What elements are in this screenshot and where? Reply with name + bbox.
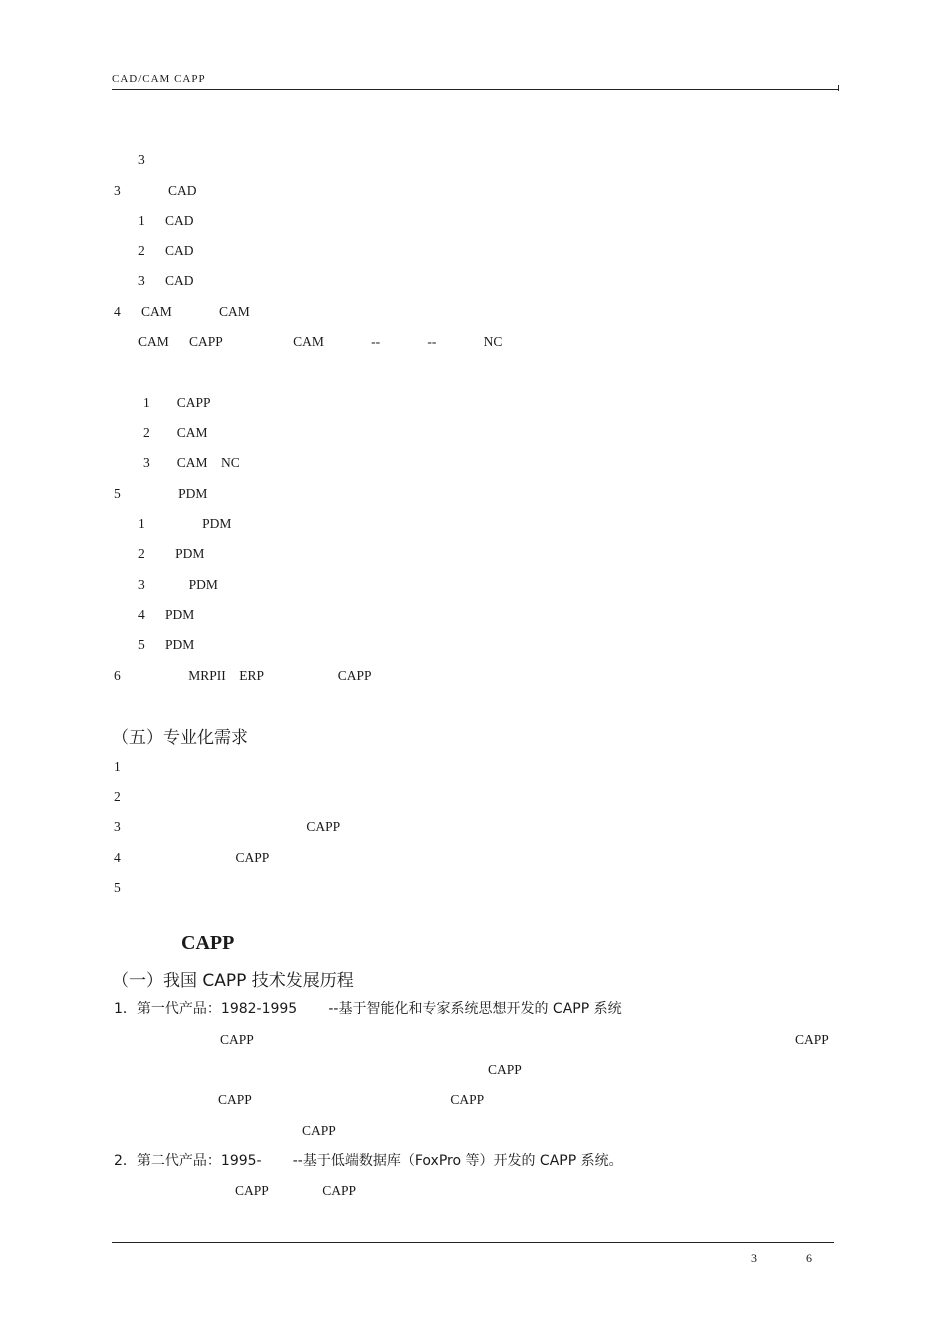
body-line-3: 3 CAD bbox=[114, 183, 197, 198]
body-line-16: 3 PDM bbox=[138, 577, 218, 592]
numbered-item-2: 2 bbox=[114, 789, 121, 804]
body-line-5: 2 CAD bbox=[138, 243, 194, 258]
header-rule bbox=[112, 89, 838, 90]
numbered-item-1: 1 bbox=[114, 759, 121, 774]
section-one-heading: （一）我国 CAPP 技术发展历程 bbox=[112, 971, 354, 991]
numbered-item-3: 3 CAPP bbox=[114, 819, 341, 834]
gen2-heading: 2．第二代产品：1995- --基于低端数据库（FoxPro 等）开发的 CAPP 系统。 bbox=[114, 1153, 623, 1169]
body-line-7: 4 CAM CAM bbox=[114, 304, 250, 319]
header-left: CAD/CAM CAPP bbox=[112, 73, 206, 85]
body-line-19: 6 MRPII ERP CAPP bbox=[114, 668, 372, 683]
header-rule-tick bbox=[838, 85, 839, 91]
body-line-6: 3 CAD bbox=[138, 273, 194, 288]
body-line-10: 1 CAPP bbox=[143, 395, 211, 410]
body-line-18: 5 PDM bbox=[138, 637, 195, 652]
numbered-item-4: 4 CAPP bbox=[114, 850, 270, 865]
footer-total-pages: 6 bbox=[806, 1251, 813, 1265]
gen1-line-2: CAPP bbox=[488, 1062, 522, 1077]
body-line-2: 3 bbox=[138, 152, 179, 167]
gen1-line-1b: CAPP bbox=[795, 1032, 829, 1047]
body-line-17: 4 PDM bbox=[138, 607, 195, 622]
numbered-item-5: 5 bbox=[114, 880, 121, 895]
body-line-4: 1 CAD bbox=[138, 213, 194, 228]
chapter-title: CAPP bbox=[181, 932, 235, 954]
gen1-line-3: CAPP CAPP bbox=[218, 1092, 485, 1107]
gen1-line-1a: CAPP bbox=[220, 1032, 254, 1047]
gen2-line-1: CAPP CAPP bbox=[235, 1183, 357, 1198]
footer-page-number: 3 bbox=[751, 1251, 758, 1265]
body-line-13: 5 PDM bbox=[114, 486, 208, 501]
body-line-14: 1 PDM bbox=[138, 516, 232, 531]
body-line-12: 3 CAM NC bbox=[143, 455, 240, 470]
gen1-heading: 1．第一代产品：1982-1995 --基于智能化和专家系统思想开发的 CAPP 系统 bbox=[114, 1001, 622, 1017]
body-line-15: 2 PDM bbox=[138, 546, 205, 561]
body-line-11: 2 CAM bbox=[143, 425, 208, 440]
section-five-heading: （五）专业化需求 bbox=[112, 728, 248, 748]
gen1-line-4: CAPP bbox=[302, 1123, 336, 1138]
footer-rule bbox=[112, 1242, 834, 1243]
body-line-8: CAM CAPP CAM -- -- NC bbox=[138, 334, 503, 349]
